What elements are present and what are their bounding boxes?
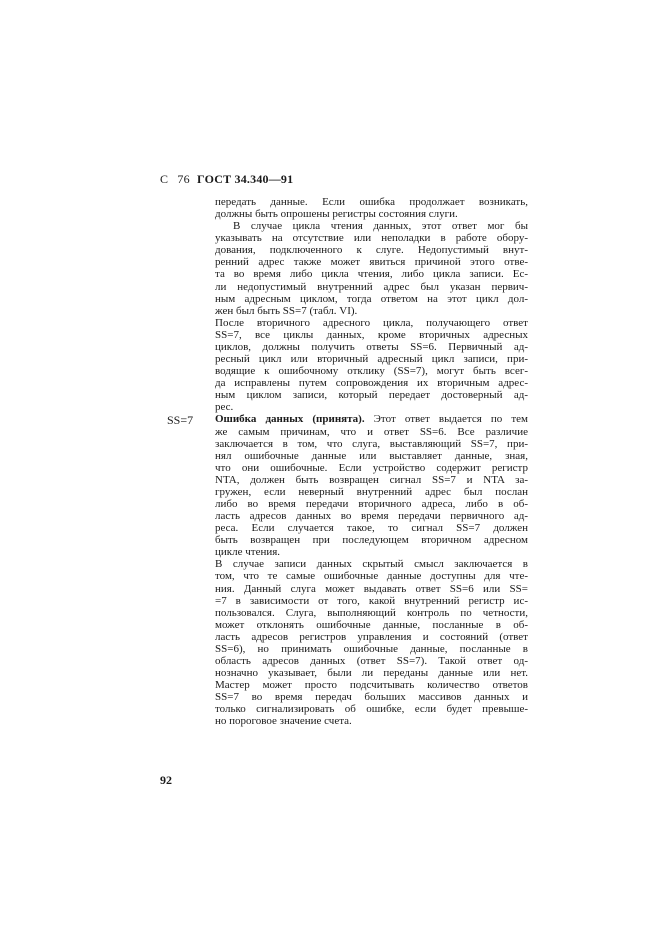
text-line: ласть адресов регистров управления и состояний (ответ (215, 630, 528, 643)
text-line: дования, подключенного к слуге. Недопустимый внут- (215, 244, 528, 257)
text-line: жен был быть SS=7 (табл. VI). (215, 304, 358, 317)
text-line: SS=7, все циклы данных, кроме вторичных адресных (215, 328, 528, 341)
text-line: нял ошибочные данные или выставляет данные, зная, (215, 449, 528, 462)
text-line: быть возвращен при последующем вторичном адресном (215, 534, 528, 547)
text-line: пользовался. Слуга, выполняющий контроль по четности, (215, 606, 528, 619)
text-line: же самым причинам, что и ответ SS=6. Все различие (215, 425, 528, 438)
text-line: ным адресным циклом, тогда ответом на этот цикл дол- (215, 292, 528, 305)
text-line: либо во время передачи вторичного адреса, либо в об- (215, 498, 528, 510)
text-line: только сигнализировать об ошибке, если будет превыше- (215, 703, 528, 716)
text-line: реса. Если случается такое, то сигнал SS=7 должен (215, 522, 528, 535)
text-line: но пороговое значение счета. (215, 715, 352, 728)
text-line: ным циклом записи, который передает достоверный ад- (215, 389, 528, 402)
header-page-number: 76 (177, 172, 190, 186)
section-first-line-rest: Этот ответ выдается по тем (364, 413, 528, 426)
text-line: ресный цикл или вторичный адресный цикл записи, при- (215, 353, 528, 366)
text-line: рес. (215, 401, 234, 414)
text-line: SS=7 во время передач больших массивов данных и (215, 691, 528, 704)
text-line: заключается в том, что слуга, выставляющий SS=7, при- (215, 437, 528, 450)
text-line: том, что те самые ошибочные данные доступны для чте- (215, 570, 528, 583)
text-line: нозначно указывает, были ли переданы данные или нет. (215, 667, 528, 680)
text-line: может отклонять ошибочные данные, посланные в об- (215, 618, 528, 631)
section-first-line (215, 413, 528, 425)
text-line: NTA, должен быть возвращен сигнал SS=7 и NTA за- (215, 473, 528, 486)
text-line: ния. Данный слуга может выдавать ответ SS=6 или SS= (215, 582, 528, 595)
running-header (160, 172, 293, 187)
text-line: должны быть опрошены регистры состояния слуги. (215, 208, 458, 221)
footer-page-number: 92 (160, 773, 172, 787)
text-line: передать данные. Если ошибка продолжает возникать, (215, 196, 528, 208)
text-line: SS=6), но принимать ошибочные данные, посланные в (215, 642, 528, 655)
text-line: Мастер может просто подсчитывать количество ответов (215, 679, 528, 692)
text-line: В случае цикла чтения данных, этот ответ мог бы (233, 220, 528, 233)
text-line: та во время либо цикла чтения, либо цикла записи. Ес- (215, 268, 528, 281)
header-standard-code: ГОСТ 34.340—91 (197, 172, 294, 186)
text-line: В случае записи данных скрытый смысл заключается в (215, 558, 528, 571)
text-line: область адресов данных (ответ SS=7). Такой ответ од- (215, 655, 528, 668)
text-line: После вторичного адресного цикла, получающего ответ (215, 316, 528, 329)
text-line: да исправлены путем сопровождения их вторичным адрес- (215, 377, 528, 390)
text-line: ренний адрес также может явиться причиной этого отве- (215, 256, 528, 269)
text-line: водящие к ошибочному отклику (SS=7), могут быть всег- (215, 365, 528, 378)
header-page-letter: С (160, 172, 169, 186)
text-line: что они ошибочные. Если устройство содержит регистр (215, 461, 528, 474)
section-term: SS=7 (167, 413, 194, 428)
text-line: циклов, должны получить ответы SS=6. Первичный ад- (215, 340, 528, 353)
text-line: =7 в зависимости от того, какой внутренний регистр ис- (215, 594, 528, 607)
text-line: ли недопустимый внутренний адрес был указан первич- (215, 280, 528, 293)
text-line: цикле чтения. (215, 546, 281, 559)
section-title: Ошибка данных (принята). (215, 413, 365, 426)
text-line: указывать на отсутствие или неполадки в работе обору- (215, 232, 528, 245)
text-line: гружен, если неверный внутренний адрес был послан (215, 485, 528, 498)
text-line: ласть адресов данных во время передачи первичного ад- (215, 510, 528, 523)
